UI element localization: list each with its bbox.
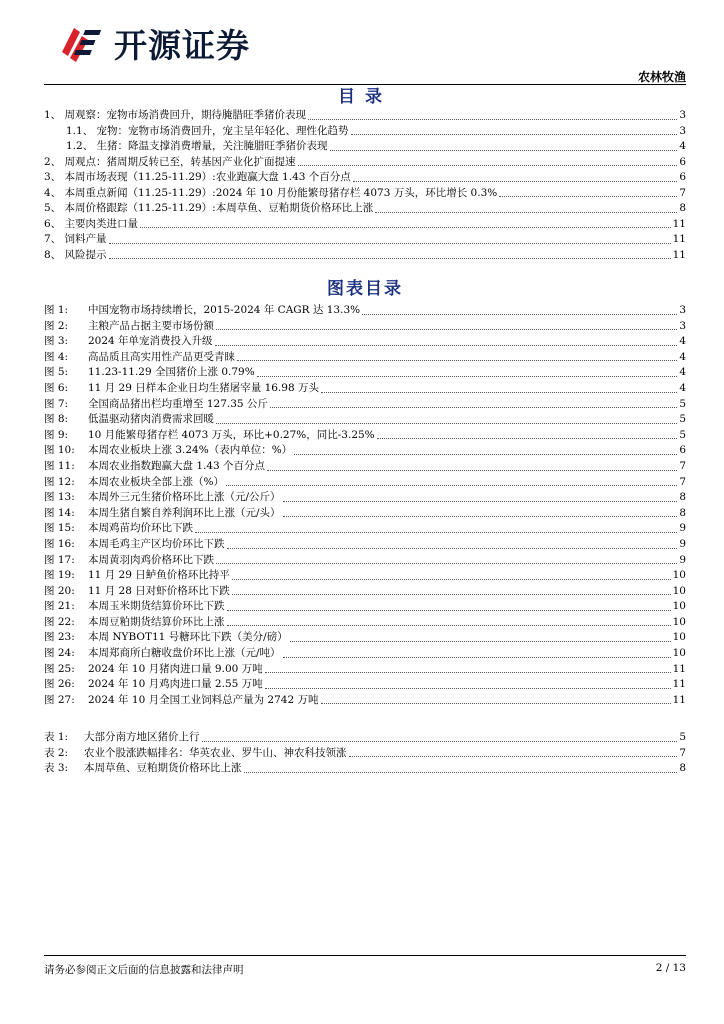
entry-title: 本周玉米期货结算价环比下跌 (88, 600, 225, 613)
dot-leader (227, 625, 671, 626)
toc-entry[interactable] (44, 677, 686, 693)
dot-leader (244, 772, 678, 773)
footer-rule (44, 955, 686, 956)
entry-page-number: 4 (679, 335, 686, 348)
entry-number: 图 16: (44, 537, 75, 550)
dot-leader (283, 657, 671, 658)
dot-leader (216, 563, 677, 564)
section-tag: 农林牧渔 (637, 70, 686, 84)
toc-entry[interactable] (44, 319, 686, 335)
entry-title: 2、 周观点：猪周期反转已至，转基因产业化扩面提速 (44, 155, 296, 168)
entry-number: 图 13: (44, 491, 75, 504)
toc-entry[interactable] (44, 334, 686, 350)
dot-leader (226, 485, 677, 486)
toc-entry[interactable] (44, 217, 686, 233)
toc-entry[interactable] (44, 537, 686, 553)
entry-title: 本周生猪自繁自养利润环比上涨（元/头） (88, 506, 281, 519)
logo-mark-icon (58, 22, 108, 66)
toc-entry[interactable] (44, 350, 686, 366)
entry-title: 本周 NYBOT11 号糖环比下跌（美分/磅） (88, 631, 288, 644)
entry-title: 11 月 29 日样本企业日均生猪屠宰量 16.98 万头 (88, 381, 319, 394)
toc-entry[interactable] (44, 108, 686, 124)
toc-section (44, 86, 686, 263)
entry-number: 图 25: (44, 662, 75, 675)
entry-page-number: 10 (672, 615, 686, 628)
entry-page-number: 4 (679, 350, 686, 363)
entry-title: 8、 风险提示 (44, 248, 107, 261)
entry-title: 11 月 28 日对虾价格环比下跌 (88, 584, 230, 597)
entry-number: 图 22: (44, 615, 75, 628)
entry-title: 5、 本周价格跟踪（11.25-11.29）:本周草鱼、豆粕期货价格环比上涨 (44, 202, 374, 214)
toc-entry[interactable] (44, 139, 686, 155)
toc-entry[interactable] (44, 730, 686, 746)
entry-page-number: 4 (679, 140, 686, 152)
entry-page-number: 8 (679, 202, 686, 214)
figure-list-title: 图表目录 (327, 279, 403, 299)
toc-entry[interactable] (44, 490, 686, 506)
entry-page-number: 6 (679, 171, 686, 183)
entry-number: 图 7: (44, 397, 69, 410)
entry-page-number: 3 (679, 319, 686, 332)
toc-title: 目录 (338, 87, 392, 107)
entry-title: 4、 本周重点新闻（11.25-11.29）:2024 年 10 月份能繁母猪存栏 4073 万头，环比增长 0.3% (44, 186, 498, 199)
entry-title: 本周毛鸡主产区均价环比下跌 (88, 537, 225, 550)
dot-leader (267, 470, 677, 471)
entry-title: 低温驱动猪肉消费需求回暖 (88, 413, 214, 426)
entry-title: 11.23-11.29 全国猪价上涨 0.79% (88, 366, 255, 379)
entry-number: 图 10: (44, 444, 75, 457)
entry-page-number: 3 (679, 109, 686, 121)
figure-list (44, 303, 686, 708)
dot-leader (330, 150, 678, 151)
entry-title: 本周草鱼、豆粕期货价格环比上涨 (84, 762, 242, 775)
entry-number: 图 2: (44, 319, 69, 332)
toc-entry[interactable] (44, 506, 686, 522)
toc-list (44, 108, 686, 263)
toc-entry[interactable] (44, 615, 686, 631)
entry-page-number: 10 (672, 584, 686, 597)
dot-leader (362, 314, 677, 315)
entry-page-number: 5 (679, 397, 686, 410)
dot-leader (290, 641, 671, 642)
entry-number: 图 1: (44, 304, 69, 316)
page-header (0, 0, 724, 90)
dot-leader (195, 532, 677, 533)
dot-leader (283, 516, 678, 517)
entry-title: 本周郑商所白糖收盘价环比上涨（元/吨） (88, 647, 281, 660)
entry-title: 本周黄羽肉鸡价格环比下跌 (88, 553, 214, 566)
footer-page-number: 2 / 13 (655, 962, 686, 974)
entry-title: 11 月 29 日鲈鱼价格环比持平 (88, 569, 230, 582)
entry-page-number: 9 (679, 553, 686, 566)
toc-entry[interactable] (44, 646, 686, 662)
entry-title: 2024 年 10 月猪肉进口量 9.00 万吨 (88, 662, 263, 675)
entry-title: 本周豆粕期货结算价环比上涨 (88, 615, 225, 628)
toc-entry[interactable] (44, 155, 686, 171)
entry-page-number: 10 (672, 569, 686, 582)
toc-entry[interactable] (44, 232, 686, 248)
entry-number: 图 24: (44, 647, 75, 660)
entry-number: 图 6: (44, 381, 69, 394)
entry-title: 本周外三元生猪价格环比上涨（元/公斤） (88, 491, 281, 504)
toc-entry[interactable] (44, 303, 686, 319)
dot-leader (270, 407, 677, 408)
entry-number: 图 9: (44, 428, 69, 441)
entry-number: 图 12: (44, 475, 75, 488)
entry-title: 2024 年 10 月鸡肉进口量 2.55 万吨 (88, 678, 263, 691)
dot-leader (216, 423, 677, 424)
entry-number: 图 20: (44, 584, 75, 597)
entry-page-number: 8 (679, 762, 686, 775)
entry-page-number: 10 (672, 631, 686, 644)
entry-title: 高品质且高实用性产品更受青睐 (88, 350, 235, 363)
entry-title: 3、 本周市场表现（11.25-11.29）:农业跑赢大盘 1.43 个百分点 (44, 171, 351, 183)
toc-entry[interactable] (44, 170, 686, 186)
entry-number: 图 27: (44, 693, 75, 706)
dot-leader (283, 501, 678, 502)
entry-page-number: 9 (679, 537, 686, 550)
dot-leader (232, 579, 671, 580)
footer-disclaimer: 请务必参阅正文后面的信息披露和法律声明 (44, 964, 244, 976)
dot-leader (232, 594, 671, 595)
entry-title: 大部分南方地区猪价上行 (84, 731, 200, 743)
entry-title: 农业个股涨跌幅排名：华英农业、罗牛山、神农科技领涨 (84, 746, 347, 759)
dot-leader (227, 548, 678, 549)
entry-title: 2024 年单宠消费投入升级 (88, 335, 213, 348)
toc-entry[interactable] (44, 397, 686, 413)
entry-title: 本周鸡苗均价环比下跌 (88, 522, 193, 535)
entry-page-number: 10 (672, 647, 686, 660)
entry-title: 2024 年 10 月全国工业饲料总产量为 2742 万吨 (88, 693, 319, 706)
dot-leader (257, 376, 678, 377)
table-list-section (44, 730, 686, 777)
dot-leader (237, 360, 677, 361)
entry-page-number: 7 (679, 475, 686, 488)
dot-leader (109, 243, 671, 244)
logo-text: 开源证券 (114, 26, 250, 65)
entry-title: 本周农业指数跑赢大盘 1.43 个百分点 (88, 459, 266, 472)
toc-entry[interactable] (44, 201, 686, 217)
table-list (44, 730, 686, 777)
entry-page-number: 4 (679, 381, 686, 394)
entry-title: 1、 周观察：宠物市场消费回升，期待腌腊旺季猪价表现 (44, 109, 307, 121)
toc-entry[interactable] (44, 475, 686, 491)
dot-leader (109, 258, 671, 259)
toc-entry[interactable] (44, 746, 686, 762)
entry-number: 图 14: (44, 506, 75, 519)
entry-number: 图 3: (44, 335, 69, 348)
dot-leader (227, 610, 671, 611)
dot-leader (375, 212, 677, 213)
entry-page-number: 6 (679, 155, 686, 168)
entry-number: 图 21: (44, 600, 75, 613)
entry-title: 6、 主要肉类进口量 (44, 217, 139, 230)
entry-title: 主粮产品占据主要市场份额 (88, 319, 214, 332)
entry-page-number: 11 (672, 217, 686, 230)
toc-entry[interactable] (44, 381, 686, 397)
company-logo (58, 20, 250, 67)
entry-page-number: 7 (679, 186, 686, 199)
entry-title: 1.2、 生猪：降温支撑消费增量，关注腌腊旺季猪价表现 (66, 140, 328, 152)
figure-list-section (44, 278, 686, 708)
entry-title: 本周农业板块上涨 3.24%（表内单位：%） (88, 444, 293, 457)
entry-page-number: 5 (679, 428, 686, 441)
entry-page-number: 11 (672, 662, 686, 675)
toc-entry[interactable] (44, 248, 686, 264)
toc-entry[interactable] (44, 443, 686, 459)
dot-leader (202, 741, 678, 742)
entry-number: 表 2: (44, 746, 69, 759)
entry-title: 1.1、 宠物：宠物市场消费回升，宠主呈年轻化、理性化趋势 (66, 124, 349, 137)
toc-entry[interactable] (44, 761, 686, 777)
entry-page-number: 8 (679, 506, 686, 519)
toc-entry[interactable] (44, 553, 686, 569)
toc-entry[interactable] (44, 186, 686, 202)
toc-entry[interactable] (44, 521, 686, 537)
entry-page-number: 5 (679, 731, 686, 743)
entry-number: 图 19: (44, 569, 75, 582)
dot-leader (140, 227, 671, 228)
toc-entry[interactable] (44, 428, 686, 444)
dot-leader (351, 134, 678, 135)
entry-title: 本周农业板块全部上涨（%） (88, 475, 224, 488)
dot-leader (499, 196, 677, 197)
dot-leader (215, 345, 678, 346)
dot-leader (308, 119, 677, 120)
entry-page-number: 6 (679, 444, 686, 457)
toc-entry[interactable] (44, 599, 686, 615)
dot-leader (349, 756, 678, 757)
toc-entry[interactable] (44, 662, 686, 678)
entry-page-number: 10 (672, 600, 686, 613)
entry-page-number: 5 (679, 413, 686, 426)
toc-entry[interactable] (44, 693, 686, 709)
entry-page-number: 7 (679, 746, 686, 759)
entry-page-number: 3 (679, 124, 686, 137)
header-rule (44, 84, 686, 85)
entry-page-number: 3 (679, 304, 686, 316)
toc-entry[interactable] (44, 124, 686, 140)
dot-leader (265, 688, 671, 689)
entry-page-number: 8 (679, 491, 686, 504)
dot-leader (265, 672, 671, 673)
toc-entry[interactable] (44, 412, 686, 428)
entry-number: 图 23: (44, 631, 75, 644)
dot-leader (216, 329, 677, 330)
entry-title: 全国商品猪出栏均重增至 127.35 公斤 (88, 397, 268, 410)
dot-leader (298, 165, 678, 166)
entry-number: 图 5: (44, 366, 69, 379)
entry-page-number: 4 (679, 366, 686, 379)
entry-page-number: 11 (672, 248, 686, 261)
entry-number: 图 26: (44, 678, 75, 691)
entry-number: 图 17: (44, 553, 75, 566)
toc-entry[interactable] (44, 584, 686, 600)
toc-entry[interactable] (44, 568, 686, 584)
entry-number: 图 4: (44, 350, 69, 363)
dot-leader (377, 438, 678, 439)
entry-number: 表 1: (44, 731, 69, 743)
entry-page-number: 7 (679, 459, 686, 472)
entry-title: 中国宠物市场持续增长，2015-2024 年 CAGR 达 13.3% (88, 304, 361, 316)
entry-number: 表 3: (44, 762, 69, 775)
entry-number: 图 15: (44, 522, 75, 535)
toc-entry[interactable] (44, 459, 686, 475)
toc-entry[interactable] (44, 365, 686, 381)
dot-leader (321, 392, 677, 393)
entry-page-number: 9 (679, 522, 686, 535)
entry-title: 7、 饲料产量 (44, 233, 107, 245)
toc-entry[interactable] (44, 630, 686, 646)
entry-page-number: 11 (672, 693, 686, 706)
dot-leader (321, 703, 671, 704)
entry-page-number: 11 (672, 233, 686, 245)
entry-number: 图 11: (44, 459, 75, 472)
entry-number: 图 8: (44, 413, 69, 426)
entry-title: 10 月能繁母猪存栏 4073 万头，环比+0.27%，同比-3.25% (88, 428, 375, 441)
entry-page-number: 11 (672, 678, 686, 691)
dot-leader (353, 181, 678, 182)
dot-leader (294, 454, 677, 455)
